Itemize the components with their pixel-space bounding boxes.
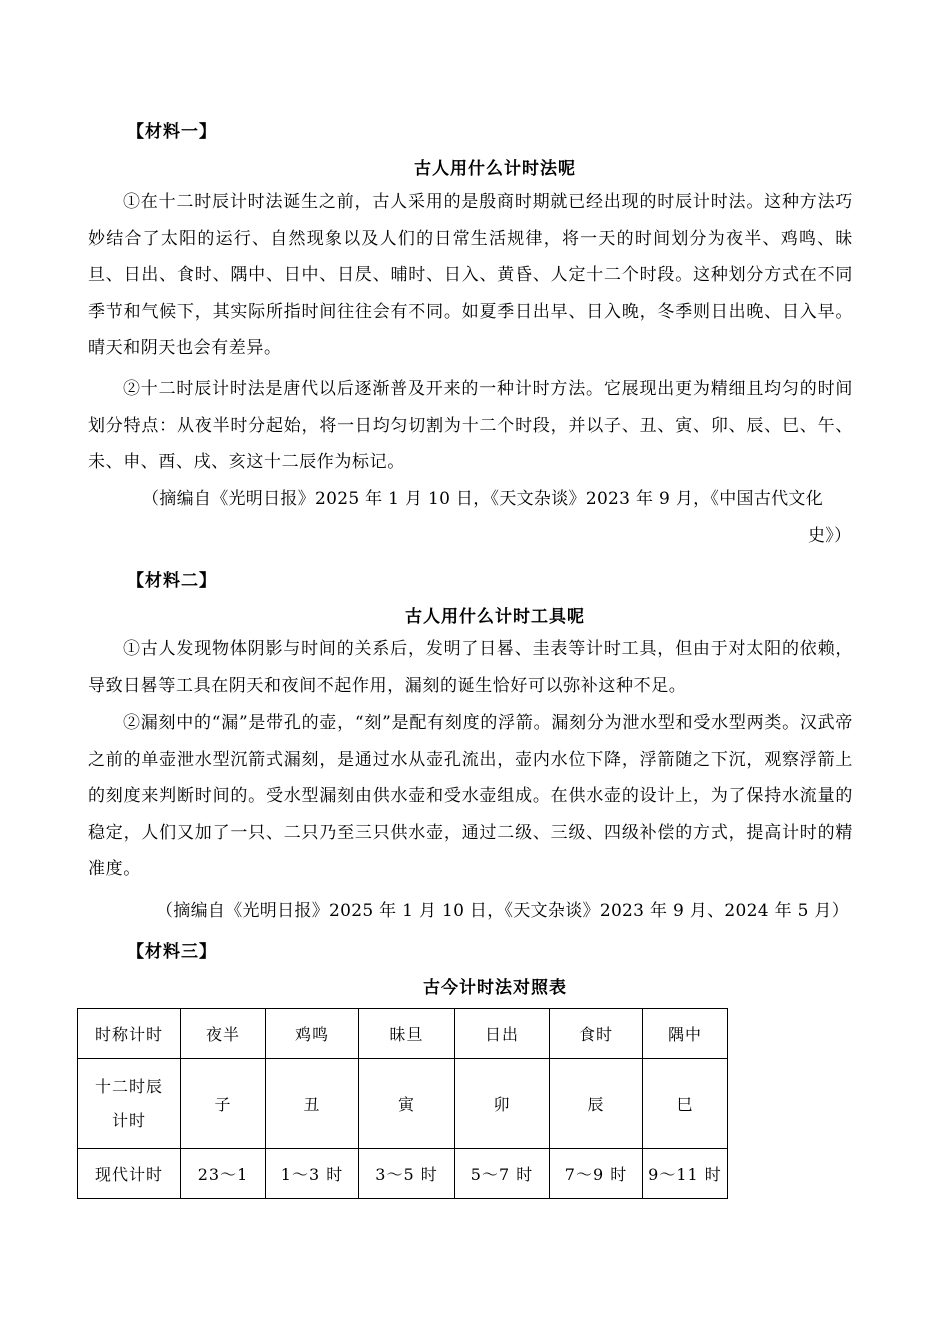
row-header-line: 计时: [111, 1110, 146, 1130]
table-cell: 时称计时: [78, 1009, 181, 1059]
material1-label: 【材料一】: [127, 122, 217, 142]
material1-paragraph-2: ②十二时辰计时法是唐代以后逐渐普及开来的一种计时方法。它展现出更为精细且均匀的时间划分特点：从夜半时分起始，将一日均匀切割为十二个时段，并以子、丑、寅、卯、辰、巳、午、未、申、酉、戌、亥这十二辰作为标记。: [88, 379, 853, 473]
table-cell: 23～1: [181, 1149, 266, 1199]
material1-source-line1: （摘编自《光明日报》2025 年 1 月 10 日，《天文杂谈》2023 年 9 月，《中国古代文化: [142, 489, 824, 509]
table-cell: 日出: [455, 1009, 550, 1059]
row-header-line: 十二时辰: [94, 1076, 163, 1096]
table-cell: 卯: [455, 1059, 550, 1149]
table-cell: 隅中: [643, 1009, 728, 1059]
table-cell: 巳: [643, 1059, 728, 1149]
table-cell: 现代计时: [78, 1149, 181, 1199]
material1-paragraph-1: ①在十二时辰计时法诞生之前，古人采用的是殷商时期就已经出现的时辰计时法。这种方法巧妙结合了太阳的运行、自然现象以及人们的日常生活规律，将一天的时间划分为夜半、鸡鸣、昧旦、日出、食时、隅中、日中、日昃、晡时、日入、黄昏、人定十二个时段。这种划分方式在不同季节和气候下，其实际所指时间往往会有不同。如夏季日出早、日入晚，冬季则日出晚、日入早。晴天和阴天也会有差异。: [88, 192, 853, 359]
material1-source-line2: 史》）: [808, 526, 852, 546]
table-cell: 9～11 时: [643, 1149, 728, 1199]
table-cell: 7～9 时: [550, 1149, 643, 1199]
material2-paragraph-2: ②漏刻中的“漏”是带孔的壶，“刻”是配有刻度的浮箭。漏刻分为泄水型和受水型两类。汉武帝之前的单壶泄水型沉箭式漏刻，是通过水从壶孔流出，壶内水位下降，浮箭随之下沉，观察浮箭上的刻度来判断时间的。受水型漏刻由供水壶和受水壶组成。在供水壶的设计上，为了保持水流量的稳定，人们又加了一只、二只乃至三只供水壶，通过二级、三级、四级补偿的方式，提高计时的精准度。: [88, 713, 853, 880]
material3-title: 古今计时法对照表: [423, 978, 567, 998]
material2-title: 古人用什么计时工具呢: [405, 607, 585, 627]
table-cell: 食时: [550, 1009, 643, 1059]
material2-label: 【材料二】: [127, 571, 217, 591]
time-comparison-table: [77, 1008, 728, 1199]
table-row: [78, 1149, 728, 1199]
table-cell: 鸡鸣: [266, 1009, 359, 1059]
table-row-header: [78, 1059, 181, 1149]
material2-source: （摘编自《光明日报》2025 年 1 月 10 日，《天文杂谈》2023 年 9 月、2024 年 5 月）: [156, 901, 850, 921]
table-cell: 3～5 时: [359, 1149, 455, 1199]
table-cell: 昧旦: [359, 1009, 455, 1059]
material1-title: 古人用什么计时法呢: [414, 159, 576, 179]
table-row: [78, 1009, 728, 1059]
table-cell: 1～3 时: [266, 1149, 359, 1199]
table-cell: 子: [181, 1059, 266, 1149]
table-cell: 5～7 时: [455, 1149, 550, 1199]
table-cell: 夜半: [181, 1009, 266, 1059]
material2-paragraph-1: ①古人发现物体阴影与时间的关系后，发明了日晷、圭表等计时工具，但由于对太阳的依赖，导致日晷等工具在阴天和夜间不起作用，漏刻的诞生恰好可以弥补这种不足。: [88, 639, 853, 696]
table-cell: 辰: [550, 1059, 643, 1149]
table-row: [78, 1059, 728, 1149]
table-cell: 丑: [266, 1059, 359, 1149]
material3-label: 【材料三】: [127, 942, 217, 962]
table-cell: 寅: [359, 1059, 455, 1149]
